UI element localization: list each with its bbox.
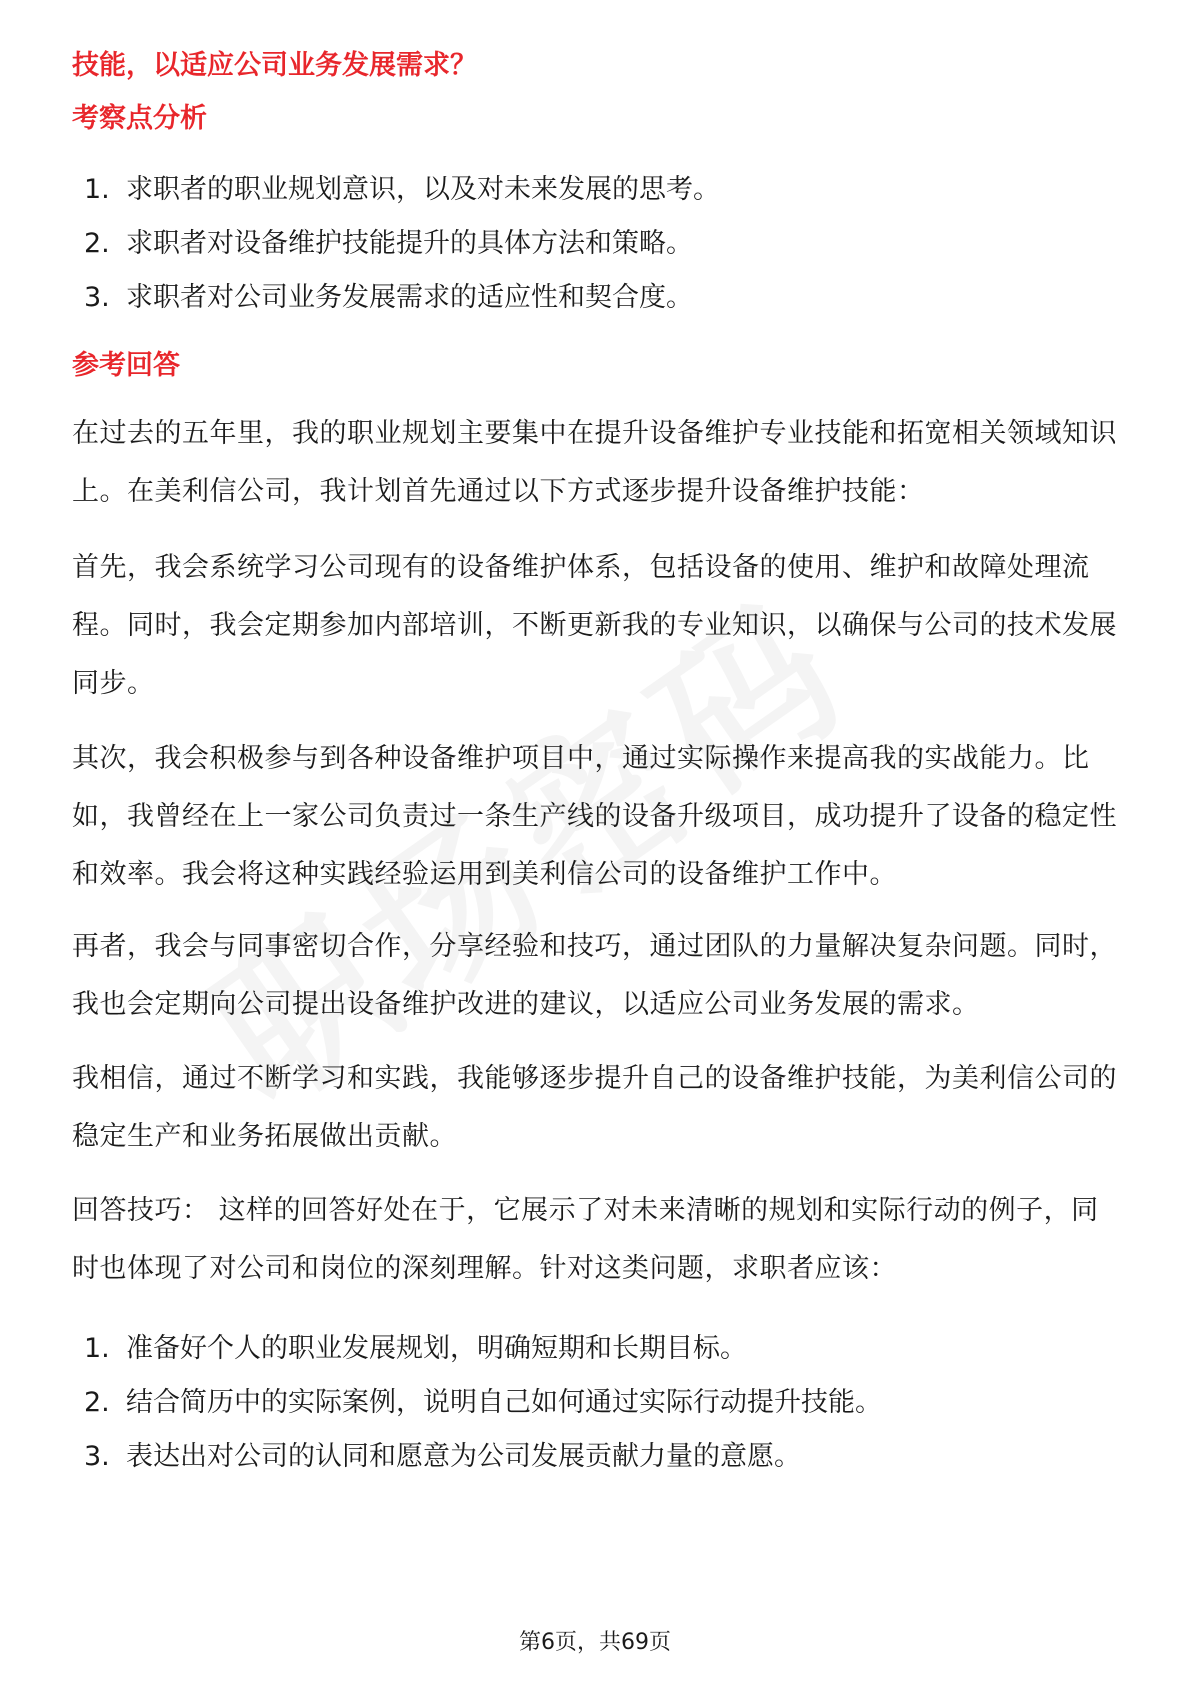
answer-paragraph: 我相信，通过不断学习和实践，我能够逐步提升自己的设备维护技能，为美利信公司的稳定生产和业务拓展做出贡献。 bbox=[72, 1063, 1117, 1152]
list-text: 求职者的职业规划意识，以及对未来发展的思考。 bbox=[126, 174, 720, 205]
analysis-item bbox=[84, 226, 693, 262]
answer-paragraph: 其次，我会积极参与到各种设备维护项目中，通过实际操作来提高我的实战能力。比如，我曾经在上一家公司负责过一条生产线的设备升级项目，成功提升了设备的稳定性和效率。我会将这种实践经验运用到美利信公司的设备维护工作中。 bbox=[72, 743, 1117, 890]
list-number: 1. bbox=[84, 1333, 110, 1364]
tips-item bbox=[84, 1385, 882, 1421]
answer-paragraph: 首先，我会系统学习公司现有的设备维护体系，包括设备的使用、维护和故障处理流程。同时，我会定期参加内部培训，不断更新我的专业知识，以确保与公司的技术发展同步。 bbox=[72, 552, 1117, 699]
question-tail: 技能，以适应公司业务发展需求？ bbox=[72, 50, 477, 81]
list-number: 2. bbox=[84, 1387, 110, 1418]
list-text: 求职者对公司业务发展需求的适应性和契合度。 bbox=[126, 282, 693, 313]
list-number: 3. bbox=[84, 282, 110, 313]
answer-paragraph: 再者，我会与同事密切合作，分享经验和技巧，通过团队的力量解决复杂问题。同时，我也会定期向公司提出设备维护改进的建议，以适应公司业务发展的需求。 bbox=[72, 931, 1117, 1020]
answer-paragraph: 在过去的五年里，我的职业规划主要集中在提升设备维护专业技能和拓宽相关领域知识上。在美利信公司，我计划首先通过以下方式逐步提升设备维护技能： bbox=[72, 418, 1117, 507]
analysis-item bbox=[84, 172, 720, 208]
list-number: 2. bbox=[84, 228, 110, 259]
list-text: 准备好个人的职业发展规划，明确短期和长期目标。 bbox=[126, 1333, 747, 1364]
page-footer: 第6页，共69页 bbox=[519, 1630, 671, 1655]
list-text: 结合简历中的实际案例，说明自己如何通过实际行动提升技能。 bbox=[126, 1387, 882, 1418]
answer-tips-paragraph: 回答技巧： 这样的回答好处在于，它展示了对未来清晰的规划和实际行动的例子，同时也体现了对公司和岗位的深刻理解。针对这类问题，求职者应该： bbox=[72, 1195, 1099, 1284]
list-text: 表达出对公司的认同和愿意为公司发展贡献力量的意愿。 bbox=[126, 1441, 801, 1472]
list-number: 3. bbox=[84, 1441, 110, 1472]
list-number: 1. bbox=[84, 174, 110, 205]
tips-item bbox=[84, 1439, 801, 1475]
analysis-item bbox=[84, 280, 693, 316]
list-text: 求职者对设备维护技能提升的具体方法和策略。 bbox=[126, 228, 693, 259]
analysis-heading: 考察点分析 bbox=[72, 103, 207, 134]
tips-item bbox=[84, 1331, 747, 1367]
answer-heading: 参考回答 bbox=[72, 350, 180, 381]
